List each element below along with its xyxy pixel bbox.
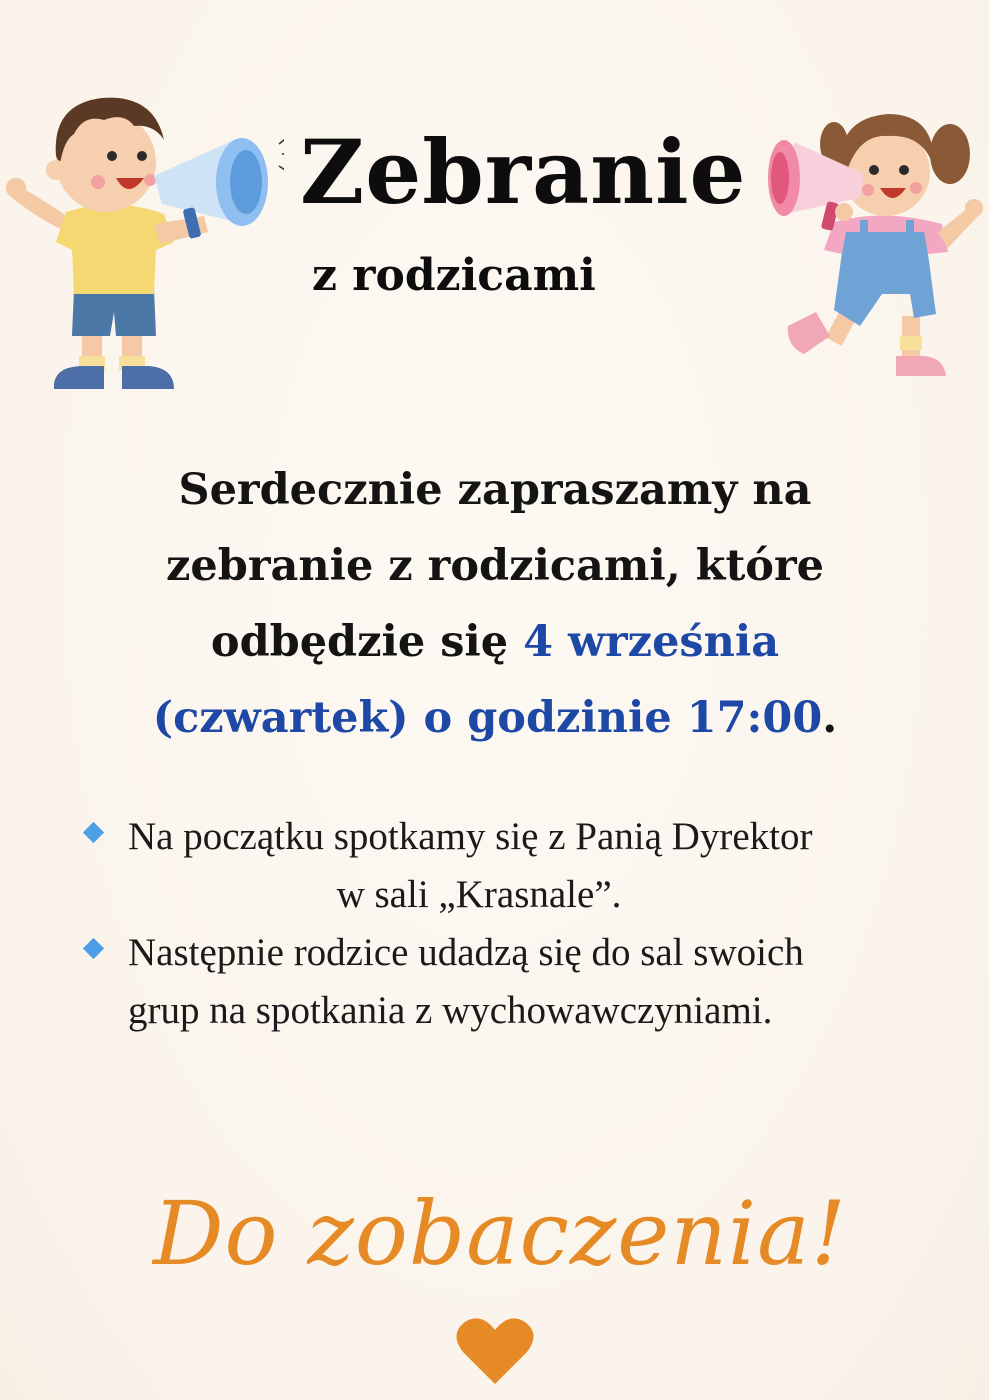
invitation-text [60,452,930,756]
page-subtitle: z rodzicami [312,250,596,301]
invitation-line-2: zebranie z rodzicami, które [166,541,824,591]
meeting-date: 4 września [523,617,780,667]
agenda-list [80,808,940,1040]
invitation-line-4-suffix: . [822,693,838,743]
diamond-bullet-icon [83,938,104,959]
girl-with-megaphone-icon [764,104,986,384]
page-title: Zebranie [300,120,747,224]
diamond-bullet-icon [83,822,104,843]
list-item [80,808,940,924]
agenda-item-1-line-2: w sali „Krasnale”. [336,873,622,916]
closing-greeting: Do zobaczenia! [152,1182,848,1285]
heart-icon [455,1316,535,1386]
agenda-item-1-line-1: Na początku spotkamy się z Panią Dyrektor [128,815,813,858]
agenda-item-2-line-1: Następnie rodzice udadzą się do sal swoich [128,931,804,974]
invitation-line-3 [60,604,930,680]
invitation-line-1: Serdecznie zapraszamy na [178,465,812,515]
list-item [80,924,940,1040]
boy-with-megaphone-icon [4,84,284,396]
agenda-item-2-line-2: grup na spotkania z wychowawczyniami. [128,989,773,1032]
invitation-line-4 [60,680,930,756]
invitation-line-3-prefix: odbędzie się [210,617,524,667]
meeting-time: (czwartek) o godzinie 17:00 [152,693,823,743]
